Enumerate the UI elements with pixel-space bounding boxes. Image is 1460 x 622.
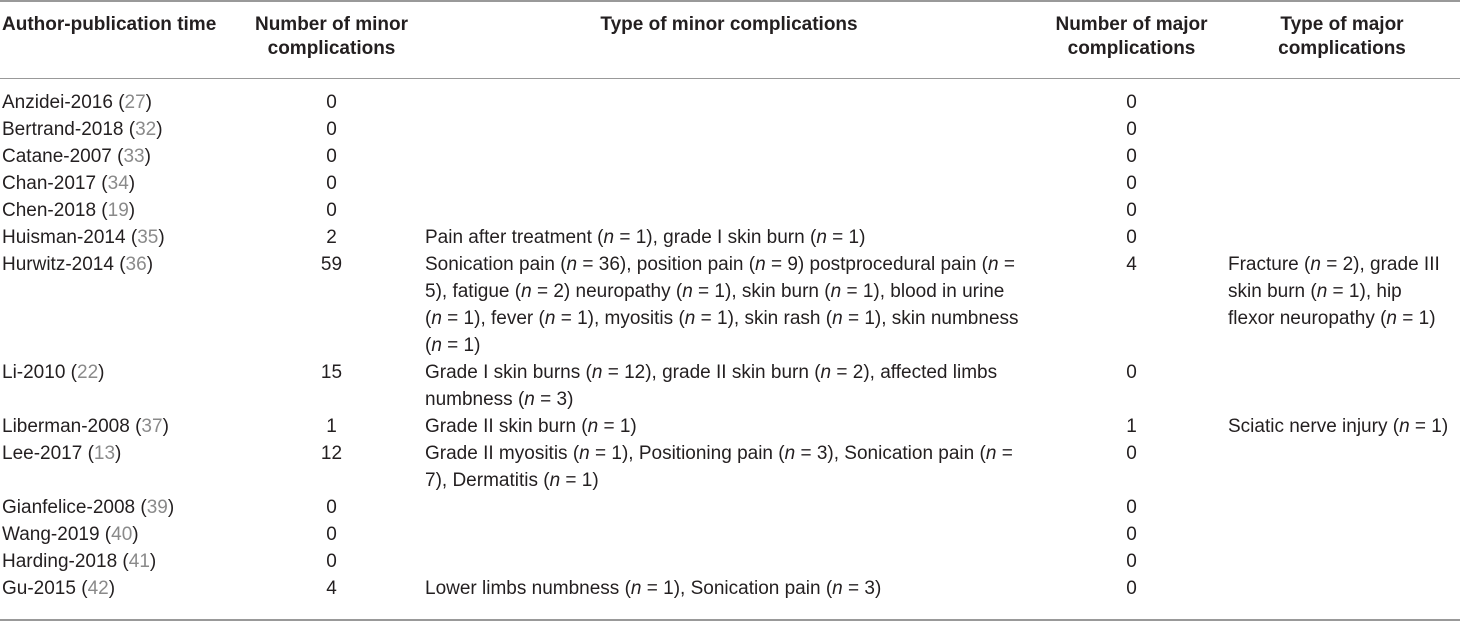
reference-link[interactable]: 36 (125, 254, 147, 275)
cell-minor-type: Sonication pain (n = 36), position pain (n = 9) postprocedural pain (n = 5), fatigue (n = 2) neuropathy (n = 1), skin burn (n = 1), blood in urine (n = 1), fever (n = 1), myositis (n = 1), skin rash (n = 1), skin numbness (n = 1) (425, 254, 1019, 356)
cell-major-count: 0 (1126, 146, 1137, 167)
table-row (0, 440, 1460, 494)
cell-minor-count: 1 (326, 416, 337, 437)
table-row (0, 521, 1460, 548)
cell-author: Wang-2019 (40) (2, 524, 139, 545)
header-minor-count: Number of minor complications (254, 14, 409, 59)
reference-link[interactable]: 19 (107, 200, 129, 221)
header-major-count: Number of major complications (1055, 14, 1208, 59)
cell-major-type: Fracture (n = 2), grade III skin burn (n = 1), hip flexor neuropathy (n = 1) (1228, 254, 1440, 329)
cell-major-count: 0 (1126, 173, 1137, 194)
table-row (0, 251, 1460, 359)
table-row (0, 494, 1460, 521)
reference-link[interactable]: 27 (124, 92, 146, 113)
reference-link[interactable]: 37 (141, 416, 163, 437)
cell-author: Bertrand-2018 (32) (2, 119, 163, 140)
cell-major-count: 0 (1126, 227, 1137, 248)
cell-author: Li-2010 (22) (2, 362, 105, 383)
table-row (0, 224, 1460, 251)
header-major-type: Type of major complications (1278, 14, 1406, 59)
cell-minor-count: 4 (326, 578, 337, 599)
cell-minor-type: Pain after treatment (n = 1), grade I skin burn (n = 1) (425, 227, 866, 248)
cell-major-count: 0 (1126, 443, 1137, 464)
cell-minor-count: 0 (326, 146, 337, 167)
cell-author: Gianfelice-2008 (39) (2, 497, 175, 518)
cell-author: Anzidei-2016 (27) (2, 92, 152, 113)
cell-minor-count: 0 (326, 524, 337, 545)
header-rule (0, 78, 1460, 79)
cell-minor-count: 0 (326, 173, 337, 194)
cell-author: Gu-2015 (42) (2, 578, 116, 599)
reference-link[interactable]: 41 (128, 551, 150, 572)
table-row (0, 413, 1460, 440)
cell-major-count: 4 (1126, 254, 1137, 275)
cell-major-type: Sciatic nerve injury (n = 1) (1228, 416, 1449, 437)
cell-author: Catane-2007 (33) (2, 146, 151, 167)
cell-major-count: 0 (1126, 200, 1137, 221)
cell-minor-count: 0 (326, 119, 337, 140)
cell-minor-type: Grade II myositis (n = 1), Positioning pain (n = 3), Sonication pain (n = 7), Dermatitis (n = 1) (425, 443, 1013, 491)
table-header (0, 0, 1460, 78)
cell-major-count: 0 (1126, 362, 1137, 383)
header-author: Author-publication time (2, 14, 217, 35)
reference-link[interactable]: 22 (77, 362, 99, 383)
cell-author: Huisman-2014 (35) (2, 227, 165, 248)
table-row (0, 575, 1460, 602)
table-row (0, 170, 1460, 197)
cell-major-count: 0 (1126, 119, 1137, 140)
header-minor-type: Type of minor complications (600, 14, 858, 35)
bottom-rule (0, 619, 1460, 621)
cell-author: Chen-2018 (19) (2, 200, 136, 221)
cell-major-count: 0 (1126, 92, 1137, 113)
cell-minor-count: 0 (326, 551, 337, 572)
cell-minor-type: Grade II skin burn (n = 1) (425, 416, 637, 437)
table-row (0, 197, 1460, 224)
reference-link[interactable]: 13 (93, 443, 116, 464)
reference-link[interactable]: 34 (107, 173, 129, 194)
cell-major-count: 1 (1126, 416, 1137, 437)
cell-author: Harding-2018 (41) (2, 551, 157, 572)
cell-minor-type: Lower limbs numbness (n = 1), Sonication pain (n = 3) (425, 578, 882, 599)
table-row (0, 548, 1460, 575)
cell-major-count: 0 (1126, 551, 1137, 572)
cell-author: Chan-2017 (34) (2, 173, 136, 194)
table-row (0, 89, 1460, 116)
cell-minor-count: 0 (326, 497, 337, 518)
cell-minor-count: 12 (320, 443, 343, 464)
reference-link[interactable]: 42 (87, 578, 109, 599)
cell-major-count: 0 (1126, 497, 1137, 518)
cell-minor-count: 15 (320, 362, 343, 383)
cell-author: Hurwitz-2014 (36) (2, 254, 154, 275)
reference-link[interactable]: 32 (135, 119, 157, 140)
cell-author: Liberman-2008 (37) (2, 416, 169, 437)
reference-link[interactable]: 33 (123, 146, 145, 167)
table-row (0, 116, 1460, 143)
reference-link[interactable]: 39 (146, 497, 168, 518)
cell-minor-count: 2 (326, 227, 337, 248)
reference-link[interactable]: 35 (137, 227, 159, 248)
reference-link[interactable]: 40 (111, 524, 133, 545)
table-row (0, 359, 1460, 413)
table-row (0, 143, 1460, 170)
cell-author: Lee-2017 (13) (2, 443, 122, 464)
cell-major-count: 0 (1126, 524, 1137, 545)
cell-minor-type: Grade I skin burns (n = 12), grade II skin burn (n = 2), affected limbs numbness (n = 3) (425, 362, 998, 410)
cell-minor-count: 0 (326, 92, 337, 113)
cell-minor-count: 0 (326, 200, 337, 221)
cell-minor-count: 59 (320, 254, 343, 275)
cell-major-count: 0 (1126, 578, 1137, 599)
